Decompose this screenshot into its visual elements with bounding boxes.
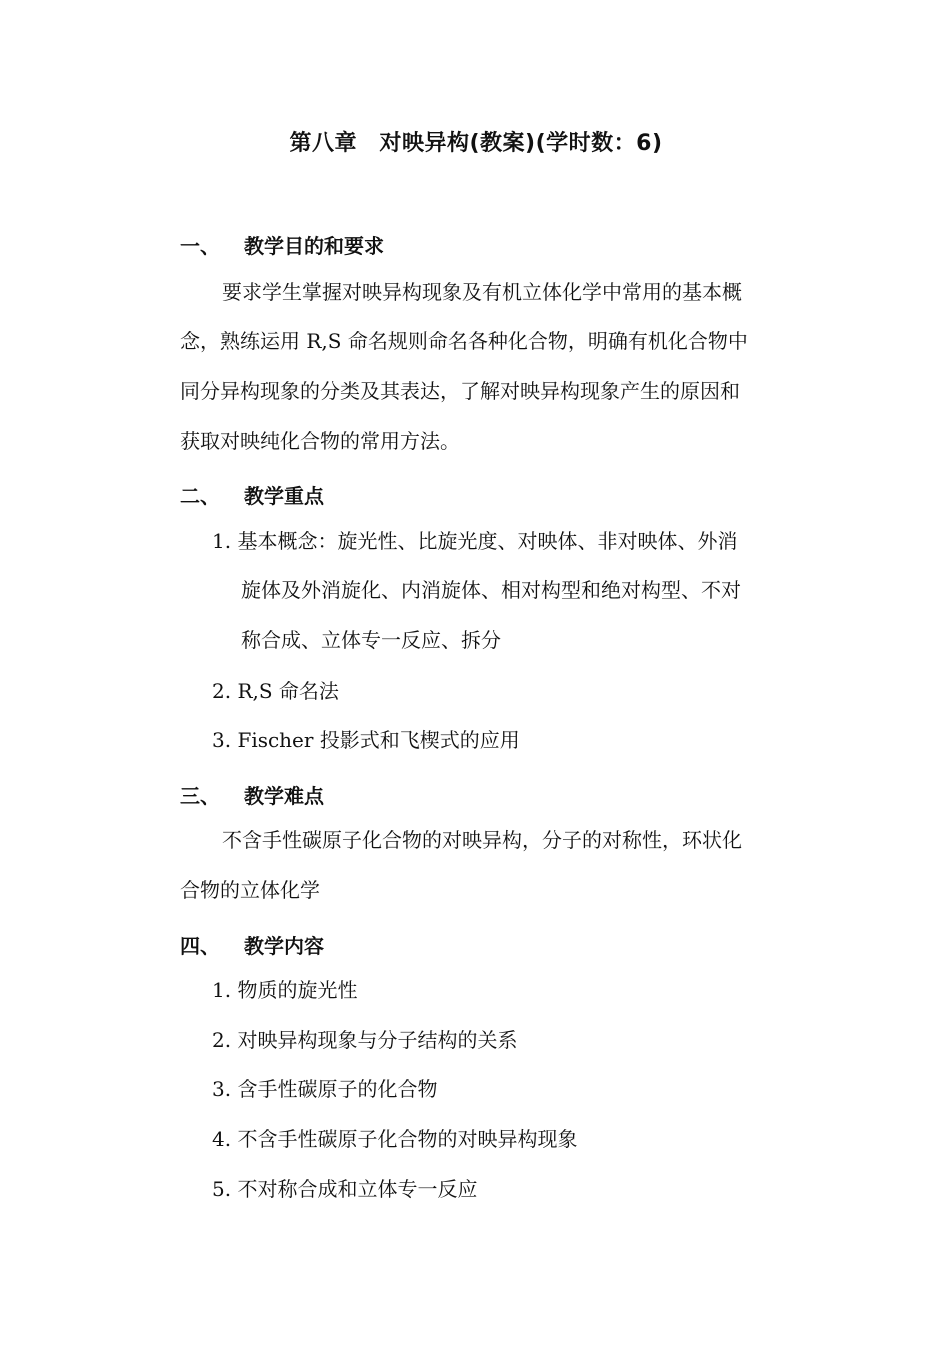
section-number: 三、: [180, 784, 220, 808]
list-item-continuation: 旋体及外消旋化、内消旋体、相对构型和绝对构型、不对: [241, 578, 741, 602]
section-title: 教学重点: [244, 484, 324, 508]
list-item: 1. 基本概念：旋光性、比旋光度、对映体、非对映体、外消: [212, 529, 738, 553]
list-item: 4. 不含手性碳原子化合物的对映异构现象: [212, 1127, 578, 1151]
section-heading-2: [180, 480, 324, 509]
list-item: 3. 含手性碳原子的化合物: [212, 1077, 438, 1101]
section-number: 四、: [180, 934, 220, 958]
paragraph-line: 获取对映纯化合物的常用方法。: [180, 429, 460, 453]
section-heading-1: [180, 230, 384, 259]
paragraph-line: 念，熟练运用 R,S 命名规则命名各种化合物，明确有机化合物中: [180, 329, 748, 353]
list-item: 1. 物质的旋光性: [212, 978, 358, 1002]
list-item: 2. 对映异构现象与分子结构的关系: [212, 1028, 518, 1052]
section-title: 教学内容: [244, 934, 324, 958]
section-heading-3: [180, 780, 324, 809]
list-item-continuation: 称合成、立体专一反应、拆分: [241, 628, 501, 652]
section-heading-4: [180, 930, 324, 959]
section-number: 二、: [180, 484, 220, 508]
paragraph-line: 不含手性碳原子化合物的对映异构，分子的对称性，环状化: [222, 828, 742, 852]
paragraph-line: 合物的立体化学: [180, 878, 320, 902]
section-title: 教学目的和要求: [244, 234, 384, 258]
page-title: 第八章 对映异构(教案)(学时数：6): [289, 131, 663, 156]
section-number: 一、: [180, 234, 220, 258]
paragraph-line: 同分异构现象的分类及其表达，了解对映异构现象产生的原因和: [180, 379, 740, 403]
section-title: 教学难点: [244, 784, 324, 808]
list-item: 2. R,S 命名法: [212, 679, 339, 703]
paragraph-line: 要求学生掌握对映异构现象及有机立体化学中常用的基本概: [222, 280, 742, 304]
list-item: 3. Fischer 投影式和飞楔式的应用: [212, 728, 520, 752]
list-item: 5. 不对称合成和立体专一反应: [212, 1177, 478, 1201]
